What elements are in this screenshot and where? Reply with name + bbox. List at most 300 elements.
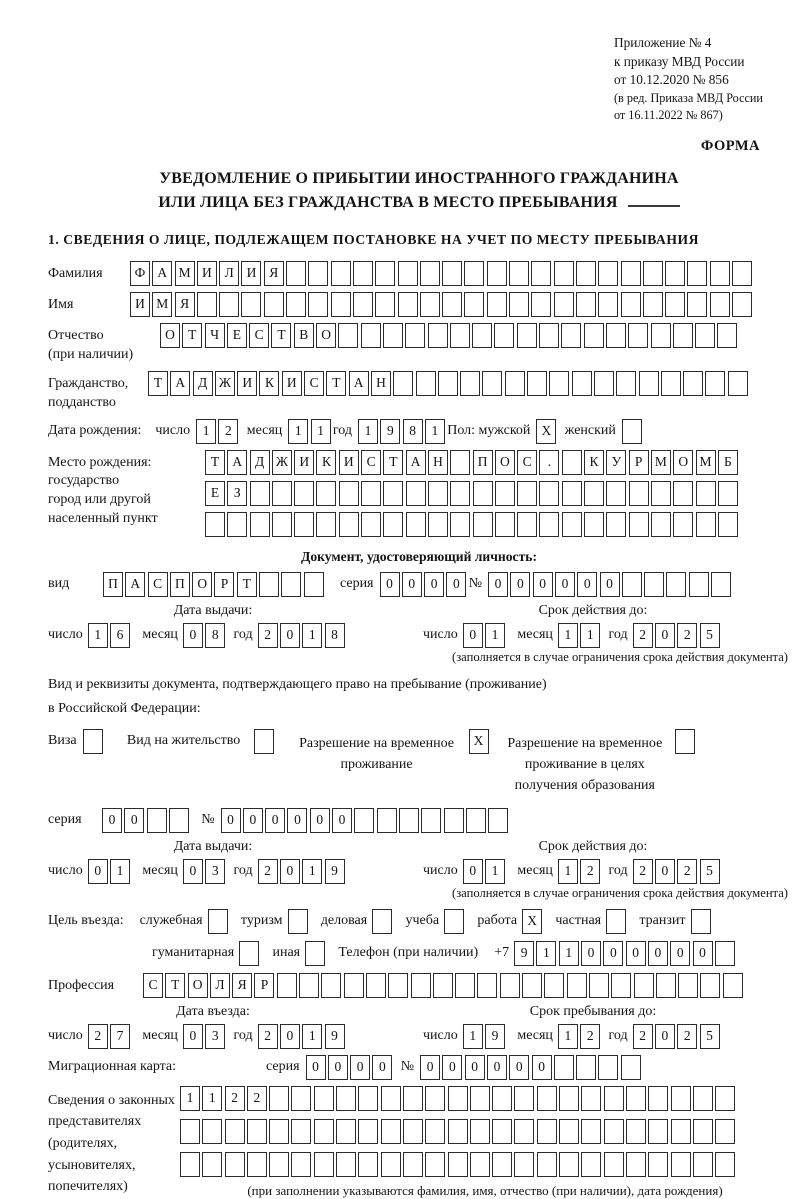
char-cell[interactable]: 5 (700, 859, 720, 884)
char-cell[interactable]: 0 (581, 941, 601, 966)
char-cell[interactable]: 9 (325, 1024, 345, 1049)
char-cell[interactable] (584, 512, 604, 537)
char-cell[interactable]: Т (326, 371, 346, 396)
char-cell[interactable] (505, 371, 525, 396)
char-cell[interactable] (562, 481, 582, 506)
char-cell[interactable]: 0 (102, 808, 122, 833)
char-cell[interactable] (621, 1055, 641, 1080)
char-cell[interactable]: И (197, 261, 217, 286)
char-cell[interactable] (336, 1086, 356, 1111)
char-cell[interactable] (405, 323, 425, 348)
char-cell[interactable]: И (241, 261, 261, 286)
char-cell[interactable] (554, 1055, 574, 1080)
char-cell[interactable] (671, 1119, 691, 1144)
birth-day-input[interactable] (196, 419, 241, 444)
char-cell[interactable] (651, 512, 671, 537)
char-cell[interactable] (448, 1119, 468, 1144)
char-cell[interactable] (693, 1152, 713, 1177)
char-cell[interactable]: 3 (205, 859, 225, 884)
char-cell[interactable]: 0 (280, 1024, 300, 1049)
char-cell[interactable]: Т (237, 572, 257, 597)
char-cell[interactable] (666, 572, 686, 597)
char-cell[interactable] (291, 1119, 311, 1144)
char-cell[interactable]: 0 (420, 1055, 440, 1080)
stay-doc-issue-month-input[interactable] (183, 859, 228, 884)
char-cell[interactable] (537, 1152, 557, 1177)
char-cell[interactable] (581, 1119, 601, 1144)
char-cell[interactable] (381, 1119, 401, 1144)
doc-kind-input[interactable] (103, 572, 326, 597)
char-cell[interactable] (492, 1086, 512, 1111)
char-cell[interactable] (604, 1119, 624, 1144)
char-cell[interactable]: 0 (648, 941, 668, 966)
phone-input[interactable] (514, 941, 737, 966)
char-cell[interactable] (651, 323, 671, 348)
char-cell[interactable]: 0 (243, 808, 263, 833)
stay-doc-expiry-month-input[interactable] (558, 859, 603, 884)
purpose-work-checkbox[interactable]: X (522, 909, 542, 934)
char-cell[interactable] (673, 323, 693, 348)
char-cell[interactable] (606, 481, 626, 506)
citizenship-input[interactable] (148, 371, 750, 396)
char-cell[interactable]: Ж (272, 450, 292, 475)
char-cell[interactable]: Р (254, 973, 274, 998)
char-cell[interactable]: А (227, 450, 247, 475)
char-cell[interactable] (622, 572, 642, 597)
surname-input[interactable] (130, 261, 754, 286)
char-cell[interactable] (500, 973, 520, 998)
char-cell[interactable] (549, 371, 569, 396)
stay-doc-series-input[interactable] (102, 808, 191, 833)
birth-month-input[interactable] (288, 419, 333, 444)
char-cell[interactable] (639, 371, 659, 396)
char-cell[interactable] (732, 261, 752, 286)
char-cell[interactable] (197, 292, 217, 317)
char-cell[interactable] (448, 1152, 468, 1177)
char-cell[interactable]: 1 (180, 1086, 200, 1111)
stay-doc-expiry-day-input[interactable] (463, 859, 508, 884)
char-cell[interactable] (277, 973, 297, 998)
char-cell[interactable] (606, 323, 626, 348)
char-cell[interactable]: Е (227, 323, 247, 348)
patronymic-input[interactable] (160, 323, 740, 348)
char-cell[interactable] (331, 261, 351, 286)
char-cell[interactable] (693, 1119, 713, 1144)
char-cell[interactable]: Н (371, 371, 391, 396)
entry-month-input[interactable] (183, 1024, 228, 1049)
stay-until-month-input[interactable] (558, 1024, 603, 1049)
char-cell[interactable] (665, 292, 685, 317)
char-cell[interactable] (517, 323, 537, 348)
char-cell[interactable]: М (152, 292, 172, 317)
char-cell[interactable]: А (125, 572, 145, 597)
char-cell[interactable]: У (606, 450, 626, 475)
birth-year-input[interactable] (358, 419, 447, 444)
char-cell[interactable] (403, 1086, 423, 1111)
char-cell[interactable] (482, 371, 502, 396)
char-cell[interactable] (269, 1086, 289, 1111)
char-cell[interactable]: 0 (310, 808, 330, 833)
char-cell[interactable] (473, 512, 493, 537)
char-cell[interactable] (388, 973, 408, 998)
char-cell[interactable]: 0 (280, 623, 300, 648)
char-cell[interactable]: 0 (626, 941, 646, 966)
char-cell[interactable] (403, 1152, 423, 1177)
char-cell[interactable]: 2 (677, 1024, 697, 1049)
char-cell[interactable] (628, 323, 648, 348)
char-cell[interactable] (648, 1152, 668, 1177)
char-cell[interactable] (377, 808, 397, 833)
char-cell[interactable] (428, 481, 448, 506)
purpose-other-checkbox[interactable] (305, 941, 325, 966)
char-cell[interactable] (420, 261, 440, 286)
char-cell[interactable] (354, 808, 374, 833)
char-cell[interactable] (438, 371, 458, 396)
char-cell[interactable] (241, 292, 261, 317)
char-cell[interactable] (696, 481, 716, 506)
char-cell[interactable] (361, 481, 381, 506)
char-cell[interactable]: 1 (536, 941, 556, 966)
purpose-transit-checkbox[interactable] (691, 909, 711, 934)
char-cell[interactable] (648, 1086, 668, 1111)
char-cell[interactable]: Т (148, 371, 168, 396)
char-cell[interactable] (651, 481, 671, 506)
char-cell[interactable] (732, 292, 752, 317)
char-cell[interactable]: 2 (258, 623, 278, 648)
char-cell[interactable] (331, 292, 351, 317)
char-cell[interactable]: 0 (655, 859, 675, 884)
char-cell[interactable] (643, 261, 663, 286)
char-cell[interactable] (494, 323, 514, 348)
char-cell[interactable] (626, 1086, 646, 1111)
char-cell[interactable] (728, 371, 748, 396)
char-cell[interactable]: С (517, 450, 537, 475)
char-cell[interactable] (581, 1152, 601, 1177)
char-cell[interactable] (559, 1086, 579, 1111)
char-cell[interactable] (225, 1152, 245, 1177)
char-cell[interactable] (314, 1152, 334, 1177)
char-cell[interactable] (629, 481, 649, 506)
char-cell[interactable]: 1 (302, 623, 322, 648)
char-cell[interactable]: 6 (110, 623, 130, 648)
char-cell[interactable] (671, 1086, 691, 1111)
char-cell[interactable]: О (673, 450, 693, 475)
entry-year-input[interactable] (258, 1024, 347, 1049)
char-cell[interactable] (594, 371, 614, 396)
char-cell[interactable]: 0 (577, 572, 597, 597)
residence-permit-checkbox[interactable] (254, 729, 274, 754)
char-cell[interactable] (626, 1152, 646, 1177)
char-cell[interactable] (562, 450, 582, 475)
char-cell[interactable] (477, 973, 497, 998)
char-cell[interactable] (353, 261, 373, 286)
char-cell[interactable] (522, 973, 542, 998)
char-cell[interactable] (537, 1119, 557, 1144)
char-cell[interactable] (358, 1119, 378, 1144)
doc-issue-month-input[interactable] (183, 623, 228, 648)
char-cell[interactable]: 1 (558, 623, 578, 648)
char-cell[interactable] (205, 512, 225, 537)
char-cell[interactable] (710, 261, 730, 286)
char-cell[interactable]: О (316, 323, 336, 348)
char-cell[interactable] (416, 371, 436, 396)
char-cell[interactable] (514, 1086, 534, 1111)
char-cell[interactable] (517, 481, 537, 506)
char-cell[interactable] (442, 292, 462, 317)
char-cell[interactable] (495, 481, 515, 506)
char-cell[interactable] (466, 808, 486, 833)
char-cell[interactable] (576, 261, 596, 286)
char-cell[interactable] (450, 450, 470, 475)
char-cell[interactable] (286, 292, 306, 317)
char-cell[interactable] (450, 323, 470, 348)
purpose-study-checkbox[interactable] (444, 909, 464, 934)
char-cell[interactable]: Л (210, 973, 230, 998)
char-cell[interactable]: Я (264, 261, 284, 286)
char-cell[interactable]: 0 (465, 1055, 485, 1080)
char-cell[interactable] (678, 973, 698, 998)
char-cell[interactable]: 3 (205, 1024, 225, 1049)
purpose-private-checkbox[interactable] (606, 909, 626, 934)
doc-series-input[interactable] (380, 572, 469, 597)
char-cell[interactable]: 2 (677, 623, 697, 648)
char-cell[interactable] (169, 808, 189, 833)
char-cell[interactable] (492, 1119, 512, 1144)
char-cell[interactable]: 1 (288, 419, 308, 444)
char-cell[interactable] (561, 323, 581, 348)
char-cell[interactable] (219, 292, 239, 317)
char-cell[interactable] (539, 512, 559, 537)
char-cell[interactable]: 2 (633, 1024, 653, 1049)
char-cell[interactable]: О (160, 323, 180, 348)
char-cell[interactable] (589, 973, 609, 998)
char-cell[interactable] (715, 1152, 735, 1177)
char-cell[interactable] (514, 1119, 534, 1144)
char-cell[interactable]: 0 (88, 859, 108, 884)
char-cell[interactable] (398, 292, 418, 317)
char-cell[interactable]: 1 (302, 859, 322, 884)
char-cell[interactable] (584, 481, 604, 506)
char-cell[interactable] (473, 481, 493, 506)
char-cell[interactable]: 2 (88, 1024, 108, 1049)
char-cell[interactable] (531, 292, 551, 317)
char-cell[interactable]: 0 (463, 623, 483, 648)
char-cell[interactable]: 1 (358, 419, 378, 444)
char-cell[interactable] (718, 481, 738, 506)
char-cell[interactable] (264, 292, 284, 317)
char-cell[interactable]: 0 (402, 572, 422, 597)
char-cell[interactable]: Б (718, 450, 738, 475)
char-cell[interactable]: А (349, 371, 369, 396)
char-cell[interactable] (425, 1119, 445, 1144)
char-cell[interactable]: 9 (485, 1024, 505, 1049)
char-cell[interactable]: 0 (509, 1055, 529, 1080)
char-cell[interactable]: 1 (302, 1024, 322, 1049)
char-cell[interactable]: 0 (532, 1055, 552, 1080)
gender-male-checkbox[interactable]: X (536, 419, 556, 444)
char-cell[interactable] (455, 973, 475, 998)
char-cell[interactable] (428, 323, 448, 348)
char-cell[interactable] (420, 292, 440, 317)
doc-issue-year-input[interactable] (258, 623, 347, 648)
char-cell[interactable]: Ч (205, 323, 225, 348)
char-cell[interactable]: С (249, 323, 269, 348)
char-cell[interactable] (336, 1152, 356, 1177)
char-cell[interactable] (180, 1119, 200, 1144)
char-cell[interactable] (621, 292, 641, 317)
char-cell[interactable] (554, 261, 574, 286)
char-cell[interactable] (581, 1086, 601, 1111)
char-cell[interactable] (648, 1119, 668, 1144)
char-cell[interactable] (375, 261, 395, 286)
char-cell[interactable] (375, 292, 395, 317)
char-cell[interactable]: С (304, 371, 324, 396)
char-cell[interactable]: 0 (124, 808, 144, 833)
char-cell[interactable] (366, 973, 386, 998)
char-cell[interactable] (428, 512, 448, 537)
char-cell[interactable]: 0 (280, 859, 300, 884)
char-cell[interactable] (464, 261, 484, 286)
char-cell[interactable]: 0 (442, 1055, 462, 1080)
char-cell[interactable] (425, 1086, 445, 1111)
char-cell[interactable] (705, 371, 725, 396)
char-cell[interactable]: 0 (183, 623, 203, 648)
birth-place-input-row-3[interactable] (205, 512, 740, 537)
char-cell[interactable]: К (316, 450, 336, 475)
temp-residence-checkbox[interactable]: X (469, 729, 489, 754)
char-cell[interactable]: 0 (424, 572, 444, 597)
char-cell[interactable] (450, 481, 470, 506)
char-cell[interactable] (687, 292, 707, 317)
char-cell[interactable] (598, 292, 618, 317)
char-cell[interactable]: А (170, 371, 190, 396)
char-cell[interactable]: 2 (633, 859, 653, 884)
birth-place-input-row-1[interactable] (205, 450, 740, 475)
char-cell[interactable]: 1 (425, 419, 445, 444)
char-cell[interactable] (715, 1086, 735, 1111)
char-cell[interactable] (383, 323, 403, 348)
stay-doc-number-input[interactable] (221, 808, 511, 833)
char-cell[interactable] (539, 481, 559, 506)
char-cell[interactable] (361, 323, 381, 348)
char-cell[interactable]: 1 (88, 623, 108, 648)
char-cell[interactable] (358, 1086, 378, 1111)
char-cell[interactable]: С (143, 973, 163, 998)
char-cell[interactable] (539, 323, 559, 348)
char-cell[interactable]: К (259, 371, 279, 396)
char-cell[interactable] (673, 512, 693, 537)
char-cell[interactable]: М (175, 261, 195, 286)
char-cell[interactable]: Р (214, 572, 234, 597)
char-cell[interactable] (403, 1119, 423, 1144)
char-cell[interactable] (281, 572, 301, 597)
char-cell[interactable]: 1 (580, 623, 600, 648)
char-cell[interactable]: Ж (215, 371, 235, 396)
char-cell[interactable] (321, 973, 341, 998)
visa-checkbox[interactable] (83, 729, 103, 754)
char-cell[interactable] (509, 292, 529, 317)
char-cell[interactable]: 0 (555, 572, 575, 597)
char-cell[interactable]: 0 (533, 572, 553, 597)
stay-until-day-input[interactable] (463, 1024, 508, 1049)
char-cell[interactable] (665, 261, 685, 286)
char-cell[interactable]: 0 (183, 859, 203, 884)
char-cell[interactable]: 9 (514, 941, 534, 966)
char-cell[interactable]: 0 (487, 1055, 507, 1080)
char-cell[interactable] (344, 973, 364, 998)
char-cell[interactable] (544, 973, 564, 998)
char-cell[interactable] (399, 808, 419, 833)
gender-female-checkbox[interactable] (622, 419, 642, 444)
char-cell[interactable] (247, 1152, 267, 1177)
purpose-official-checkbox[interactable] (208, 909, 228, 934)
char-cell[interactable]: 0 (350, 1055, 370, 1080)
stay-doc-issue-day-input[interactable] (88, 859, 133, 884)
char-cell[interactable] (202, 1152, 222, 1177)
char-cell[interactable]: 2 (633, 623, 653, 648)
name-input[interactable] (130, 292, 754, 317)
char-cell[interactable]: 1 (202, 1086, 222, 1111)
char-cell[interactable] (381, 1086, 401, 1111)
char-cell[interactable] (495, 512, 515, 537)
birth-place-input-row-2[interactable] (205, 481, 740, 506)
char-cell[interactable] (629, 512, 649, 537)
char-cell[interactable]: 1 (110, 859, 130, 884)
char-cell[interactable]: Т (165, 973, 185, 998)
char-cell[interactable]: Р (629, 450, 649, 475)
char-cell[interactable] (689, 572, 709, 597)
char-cell[interactable] (269, 1119, 289, 1144)
char-cell[interactable]: И (282, 371, 302, 396)
char-cell[interactable] (202, 1119, 222, 1144)
char-cell[interactable]: О (495, 450, 515, 475)
char-cell[interactable] (250, 481, 270, 506)
char-cell[interactable] (316, 512, 336, 537)
char-cell[interactable] (393, 371, 413, 396)
char-cell[interactable]: 2 (225, 1086, 245, 1111)
char-cell[interactable]: 0 (332, 808, 352, 833)
char-cell[interactable]: 1 (311, 419, 331, 444)
stay-doc-issue-year-input[interactable] (258, 859, 347, 884)
char-cell[interactable] (294, 481, 314, 506)
char-cell[interactable] (673, 481, 693, 506)
char-cell[interactable] (696, 512, 716, 537)
char-cell[interactable]: Я (232, 973, 252, 998)
char-cell[interactable] (598, 1055, 618, 1080)
guardians-input-row-2[interactable] (180, 1119, 790, 1144)
char-cell[interactable] (286, 261, 306, 286)
migration-card-number-input[interactable] (420, 1055, 643, 1080)
char-cell[interactable]: 7 (110, 1024, 130, 1049)
char-cell[interactable]: С (148, 572, 168, 597)
char-cell[interactable] (336, 1119, 356, 1144)
char-cell[interactable]: 2 (218, 419, 238, 444)
char-cell[interactable] (514, 1152, 534, 1177)
char-cell[interactable]: К (584, 450, 604, 475)
char-cell[interactable] (470, 1086, 490, 1111)
char-cell[interactable] (381, 1152, 401, 1177)
char-cell[interactable]: 0 (221, 808, 241, 833)
char-cell[interactable]: 5 (700, 623, 720, 648)
char-cell[interactable] (616, 371, 636, 396)
char-cell[interactable] (661, 371, 681, 396)
char-cell[interactable]: Я (175, 292, 195, 317)
char-cell[interactable] (353, 292, 373, 317)
char-cell[interactable]: 0 (670, 941, 690, 966)
char-cell[interactable] (421, 808, 441, 833)
char-cell[interactable]: 0 (265, 808, 285, 833)
char-cell[interactable] (487, 292, 507, 317)
